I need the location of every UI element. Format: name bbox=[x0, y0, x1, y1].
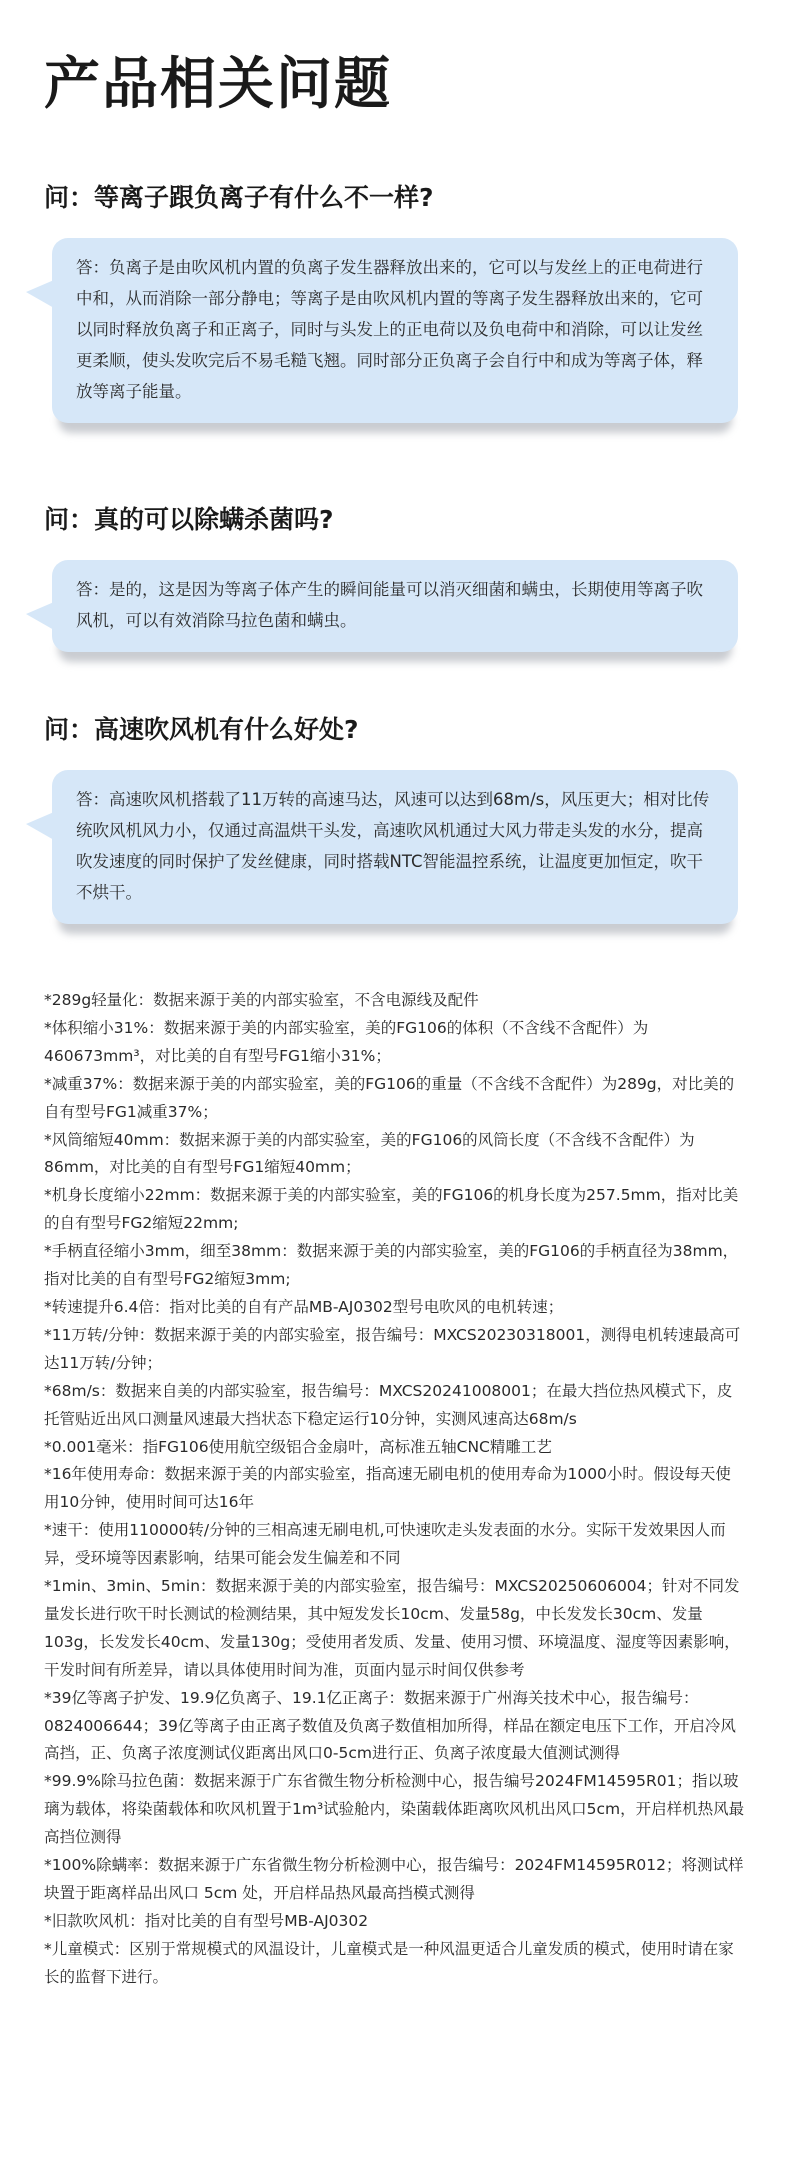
faq-item bbox=[0, 178, 790, 423]
footnote: *风筒缩短40mm：数据来源于美的内部实验室，美的FG106的风筒长度（不含线不含配件）为86mm，对比美的自有型号FG1缩短40mm； bbox=[44, 1130, 695, 1177]
footnote: *儿童模式：区别于常规模式的风温设计，儿童模式是一种风温更适合儿童发质的模式，使用时请在家长的监督下进行。 bbox=[44, 1939, 734, 1986]
footnote: *体积缩小31%：数据来源于美的内部实验室，美的FG106的体积（不含线不含配件）为460673mm³，对比美的自有型号FG1缩小31%； bbox=[44, 1018, 649, 1065]
faq-item bbox=[0, 710, 790, 924]
footnote: *39亿等离子护发、19.9亿负离子、19.1亿正离子：数据来源于广州海关技术中心，报告编号：0824006644；39亿等离子由正离子数值及负离子数值相加所得，样品在额定电压下工作，开启冷风高挡，正、负离子浓度测试仪距离出风口0-5cm进行正、负离子浓度最大值测试测得 bbox=[44, 1688, 736, 1763]
faq-answer-bubble bbox=[52, 238, 738, 423]
faq-answer: 答：是的，这是因为等离子体产生的瞬间能量可以消灭细菌和螨虫，长期使用等离子吹风机，可以有效消除马拉色菌和螨虫。 bbox=[52, 560, 738, 652]
footnote: *100%除螨率：数据来源于广东省微生物分析检测中心，报告编号：2024FM14595R012；将测试样块置于距离样品出风口 5cm 处，开启样品热风最高挡模式测得 bbox=[44, 1856, 744, 1902]
footnote: *68m/s：数据来自美的内部实验室，报告编号：MXCS20241008001；在最大挡位热风模式下，皮托管贴近出风口测量风速最大挡状态下稳定运行10分钟，实测风速高达68m/s bbox=[44, 1381, 733, 1428]
faq-answer-bubble bbox=[52, 770, 738, 924]
footnote: *转速提升6.4倍：指对比美的自有产品MB-AJ0302型号电吹风的电机转速； bbox=[44, 1297, 564, 1316]
footnote: *旧款吹风机：指对比美的自有型号MB-AJ0302 bbox=[44, 1911, 369, 1930]
faq-answer: 答：负离子是由吹风机内置的负离子发生器释放出来的，它可以与发丝上的正电荷进行中和，从而消除一部分静电；等离子是由吹风机内置的等离子发生器释放出来的，它可以同时释放负离子和正离子，同时与头发上的正电荷以及负电荷中和消除，可以让发丝更柔顺，使头发吹完后不易毛糙飞翘。同时部分正负离子会自行中和成为等离子体，释放等离子能量。 bbox=[52, 238, 738, 423]
bubble-tail bbox=[26, 280, 54, 308]
faq-question: 问：高速吹风机有什么好处? bbox=[44, 715, 359, 744]
faq-question: 问：真的可以除螨杀菌吗? bbox=[44, 505, 334, 534]
footnote: *手柄直径缩小3mm，细至38mm：数据来源于美的内部实验室，美的FG106的手柄直径为38mm，指对比美的自有型号FG2缩短3mm; bbox=[44, 1242, 739, 1289]
footnote: *减重37%：数据来源于美的内部实验室，美的FG106的重量（不含线不含配件）为289g，对比美的自有型号FG1减重37%； bbox=[44, 1074, 735, 1121]
faq-question: 问：等离子跟负离子有什么不一样? bbox=[44, 183, 434, 212]
footnote: *1min、3min、5min：数据来源于美的内部实验室，报告编号：MXCS20250606004；针对不同发量发长进行吹干时长测试的检测结果，其中短发发长10cm、发量58g，中长发发长30cm、发量103g，长发发长40cm、发量130g；受使用者发质、发量、使用习惯、环境温度、湿度等因素影响，干发时间有所差异，请以具体使用时间为准，页面内显示时间仅供参考 bbox=[44, 1577, 740, 1679]
faq-answer: 答：高速吹风机搭载了11万转的高速马达，风速可以达到68m/s，风压更大；相对比传统吹风机风力小，仅通过高温烘干头发，高速吹风机通过大风力带走头发的水分，提高吹发速度的同时保护了发丝健康，同时搭载NTC智能温控系统，让温度更加恒定，吹干不烘干。 bbox=[52, 770, 738, 924]
faq-item bbox=[0, 500, 790, 652]
bubble-tail bbox=[26, 602, 54, 630]
footnote: *289g轻量化：数据来源于美的内部实验室，不含电源线及配件 bbox=[44, 991, 479, 1009]
footnote: *99.9%除马拉色菌：数据来源于广东省微生物分析检测中心，报告编号2024FM14595R01；指以玻璃为载体，将染菌载体和吹风机置于1m³试验舱内，染菌载体距离吹风机出风口5cm，开启样机热风最高挡位测得 bbox=[44, 1772, 745, 1847]
footnote: *速干：使用110000转/分钟的三相高速无刷电机,可快速吹走头发表面的水分。实际干发效果因人而异，受环境等因素影响，结果可能会发生偏差和不同 bbox=[44, 1521, 726, 1568]
footnote: *0.001毫米：指FG106使用航空级铝合金扇叶，高标准五轴CNC精雕工艺 bbox=[44, 1437, 552, 1456]
page-title: 产品相关问题 bbox=[44, 52, 392, 117]
bubble-tail bbox=[26, 812, 54, 840]
footnotes-list bbox=[44, 987, 746, 1992]
footnote: *11万转/分钟：数据来源于美的内部实验室，报告编号：MXCS20230318001，测得电机转速最高可达11万转/分钟； bbox=[44, 1325, 741, 1372]
footnote: *16年使用寿命：数据来源于美的内部实验室，指高速无刷电机的使用寿命为1000小时。假设每天使用10分钟，使用时间可达16年 bbox=[44, 1465, 731, 1512]
footnote: *机身长度缩小22mm：数据来源于美的内部实验室，美的FG106的机身长度为257.5mm，指对比美的自有型号FG2缩短22mm; bbox=[44, 1186, 739, 1233]
faq-answer-bubble bbox=[52, 560, 738, 652]
